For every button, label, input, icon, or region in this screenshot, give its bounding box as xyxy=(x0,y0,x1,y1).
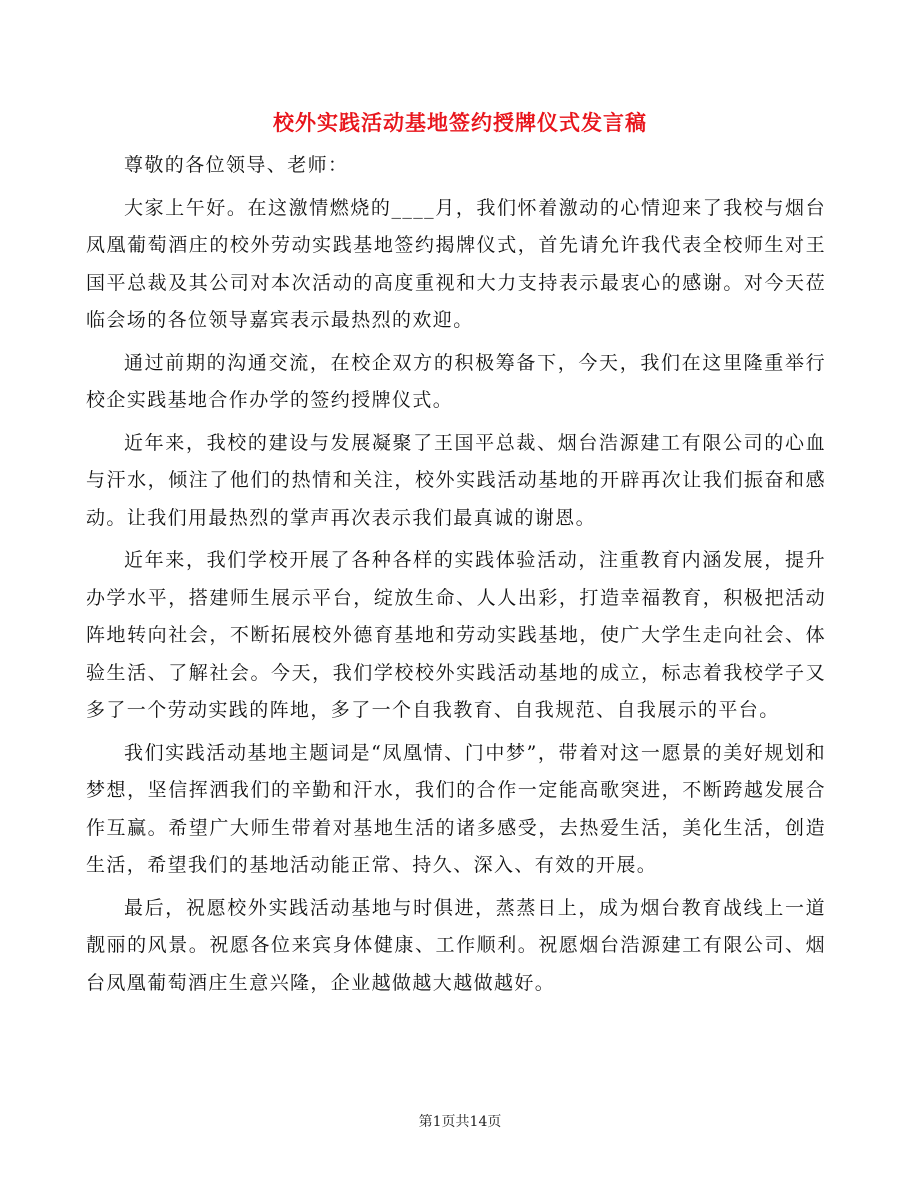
page-title: 校外实践活动基地签约授牌仪式发言稿 xyxy=(273,111,647,135)
paragraph-5: 我们实践活动基地主题词是“凤凰情、门中梦”，带着对这一愿景的美好规划和梦想，坚信挥洒我们的辛勤和汗水，我们的合作一定能高歌突进，不断跨越发展合作互赢。希望广大师生带着对基地生活的诸多感受，去热爱生活，美化生活，创造生活，希望我们的基地活动能正常、持久、深入、有效的开展。 xyxy=(86,741,826,876)
paragraph-1: 大家上午好。在这激情燃烧的____月，我们怀着激动的心情迎来了我校与烟台凤凰葡萄酒庄的校外劳动实践基地签约揭牌仪式，首先请允许我代表全校师生对王国平总裁及其公司对本次活动的高度重视和大力支持表示最衷心的感谢。对今天莅临会场的各位领导嘉宾表示最热烈的欢迎。 xyxy=(86,196,826,331)
document-body xyxy=(86,147,826,1002)
paragraph-6: 最后，祝愿校外实践活动基地与时俱进，蒸蒸日上，成为烟台教育战线上一道靓丽的风景。祝愿各位来宾身体健康、工作顺利。祝愿烟台浩源建工有限公司、烟台凤凰葡萄酒庄生意兴隆，企业越做越大越做越好。 xyxy=(86,896,826,994)
paragraph-3: 近年来，我校的建设与发展凝聚了王国平总裁、烟台浩源建工有限公司的心血与汗水，倾注了他们的热情和关注，校外实践活动基地的开辟再次让我们振奋和感动。让我们用最热烈的掌声再次表示我们最真诚的谢恩。 xyxy=(86,431,826,529)
paragraph-4: 近年来，我们学校开展了各种各样的实践体验活动，注重教育内涵发展，提升办学水平，搭建师生展示平台，绽放生命、人人出彩，打造幸福教育，积极把活动阵地转向社会，不断拓展校外德育基地和劳动实践基地，使广大学生走向社会、体验生活、了解社会。今天，我们学校校外实践活动基地的成立，标志着我校学子又多了一个劳动实践的阵地，多了一个自我教育、自我规范、自我展示的平台。 xyxy=(86,549,826,721)
page-number: 第1页共14页 xyxy=(418,1114,502,1130)
paragraph-2: 通过前期的沟通交流，在校企双方的积极筹备下，今天，我们在这里隆重举行校企实践基地合作办学的签约授牌仪式。 xyxy=(86,351,826,411)
salutation: 尊敬的各位领导、老师： xyxy=(124,154,349,176)
